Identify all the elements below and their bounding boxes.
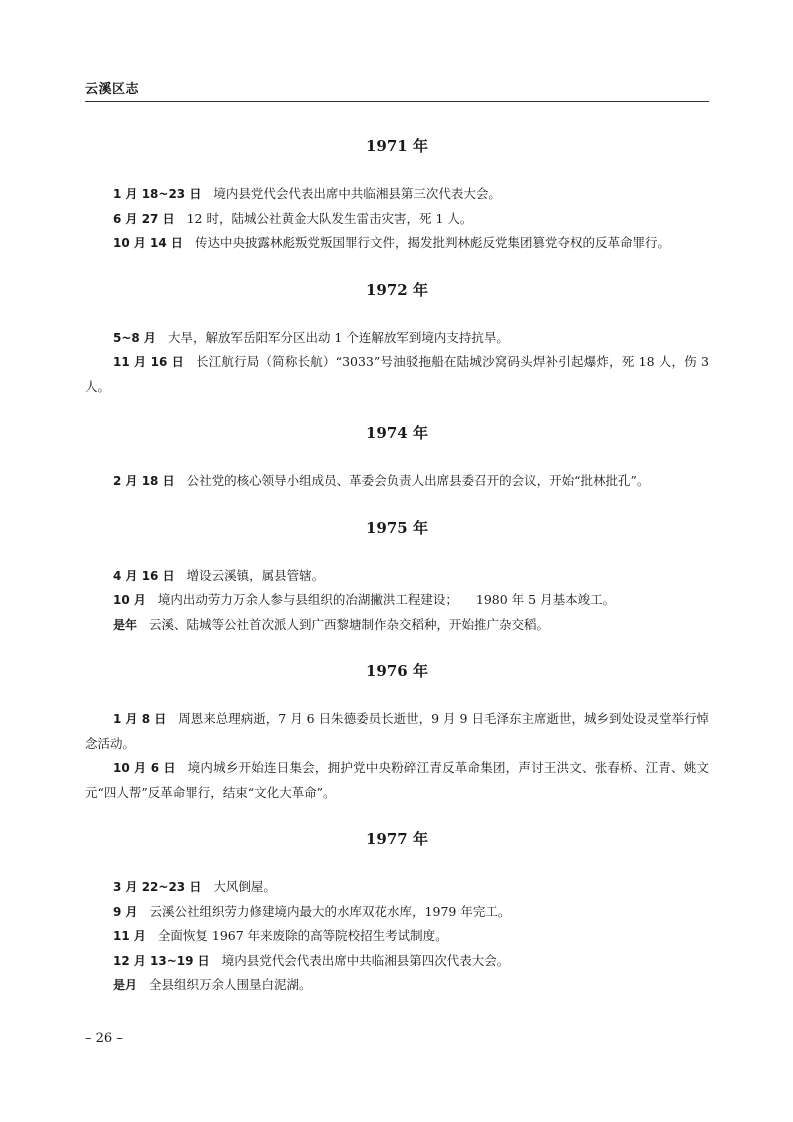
year-heading: 1971 年 [366,137,428,155]
year-section-1975 [85,518,709,638]
entry-date: 5~8 月 [113,330,156,345]
entry-text: 大风倒屋。 [213,879,276,894]
entry-date: 11 月 [113,929,146,943]
chronicle-entry [85,564,709,589]
year-heading: 1976 年 [366,662,428,680]
entry-text: 长江航行局（简称长航）“3033”号油驳拖船在陆城沙窝码头焊补引起爆炸，死 18 人，伤 3 人。 [85,354,710,394]
chronicle-entry [85,588,709,613]
entry-date: 10 月 [113,593,146,607]
entry-date: 是年 [113,617,138,632]
entry-text: 12 时，陆城公社黄金大队发生雷击灾害，死 1 人。 [186,210,473,226]
entry-date: 10 月 14 日 [113,236,183,250]
chronicle-content [85,136,709,998]
entry-text: 大旱，解放军岳阳军分区出动 1 个连解放军到境内支持抗旱。 [167,329,509,345]
entry-date: 2 月 18 日 [113,474,175,488]
entry-text: 传达中央披露林彪叛党叛国罪行文件，揭发批判林彪反党集团篡党夺权的反革命罪行。 [194,235,670,250]
page-number: – 26 – [85,1031,123,1046]
chronicle-entry [85,182,709,207]
entry-text: 境内县党代会代表出席中共临湘县第四次代表大会。 [221,952,510,968]
entry-date: 9 月 [113,904,138,919]
entry-text: 境内城乡开始连日集会，拥护党中央粉碎江青反革命集团，声讨王洪文、张春桥、江青、姚文元“四人帮”反革命罪行，结束“文化大革命”。 [85,760,709,800]
year-heading: 1972 年 [366,280,428,299]
header-rule [85,101,709,102]
chronicle-entry [85,231,709,256]
entry-date: 4 月 16 日 [113,568,175,583]
chronicle-entry [85,469,709,494]
entry-date: 1 月 18~23 日 [113,187,202,201]
chronicle-entry [85,613,709,638]
year-section-1977 [85,829,709,998]
entry-text: 境内县党代会代表出席中共临湘县第三次代表大会。 [213,186,501,201]
entry-date: 6 月 27 日 [113,211,175,226]
entry-date: 11 月 16 日 [113,355,184,369]
entry-date: 是月 [113,978,138,992]
year-heading: 1974 年 [366,424,428,442]
chronicle-entry [85,207,709,232]
entry-date: 12 月 13~19 日 [113,953,210,968]
chronicle-entry [85,900,709,925]
chronicle-entry [85,924,709,949]
running-header: 云溪区志 [85,82,140,97]
entry-date: 1 月 8 日 [113,712,167,726]
entry-text: 全县组织万余人围垦白泥湖。 [149,977,312,992]
entry-text: 全面恢复 1967 年来废除的高等院校招生考试制度。 [157,928,448,943]
chronicle-entry [85,756,709,805]
entry-text: 增设云溪镇，属县管辖。 [186,567,325,583]
entry-text: 周恩来总理病逝，7 月 6 日朱德委员长逝世，9 月 9 日毛泽东主席逝世，城乡到处设灵堂举行悼念活动。 [85,711,710,751]
entry-text: 境内出动劳力万余人参与县组织的冶湖撇洪工程建设； [157,592,458,607]
chronicle-entry [85,350,709,399]
year-heading: 1975 年 [366,518,428,537]
chronicle-entry [85,949,709,974]
entry-text: 云溪、陆城等公社首次派人到广西黎塘制作杂交稻种，开始推广杂交稻。 [149,616,550,632]
year-section-1972 [85,280,709,400]
chronicle-entry [85,973,709,998]
entry-text: 云溪公社组织劳力修建境内最大的水库双花水库，1979 年完工。 [149,903,511,919]
chronicle-entry [85,875,709,900]
year-section-1971 [85,136,709,256]
chronicle-entry [85,707,709,756]
year-heading: 1977 年 [366,830,428,848]
entry-text-continued: 1980 年 5 月基本竣工。 [475,592,616,607]
year-section-1974 [85,423,709,494]
entry-text: 公社党的核心领导小组成员、革委会负责人出席县委召开的会议，开始“批林批孔”。 [186,473,650,488]
entry-date: 10 月 6 日 [113,761,176,775]
entry-date: 3 月 22~23 日 [113,880,202,894]
year-section-1976 [85,661,709,805]
chronicle-entry [85,326,709,351]
